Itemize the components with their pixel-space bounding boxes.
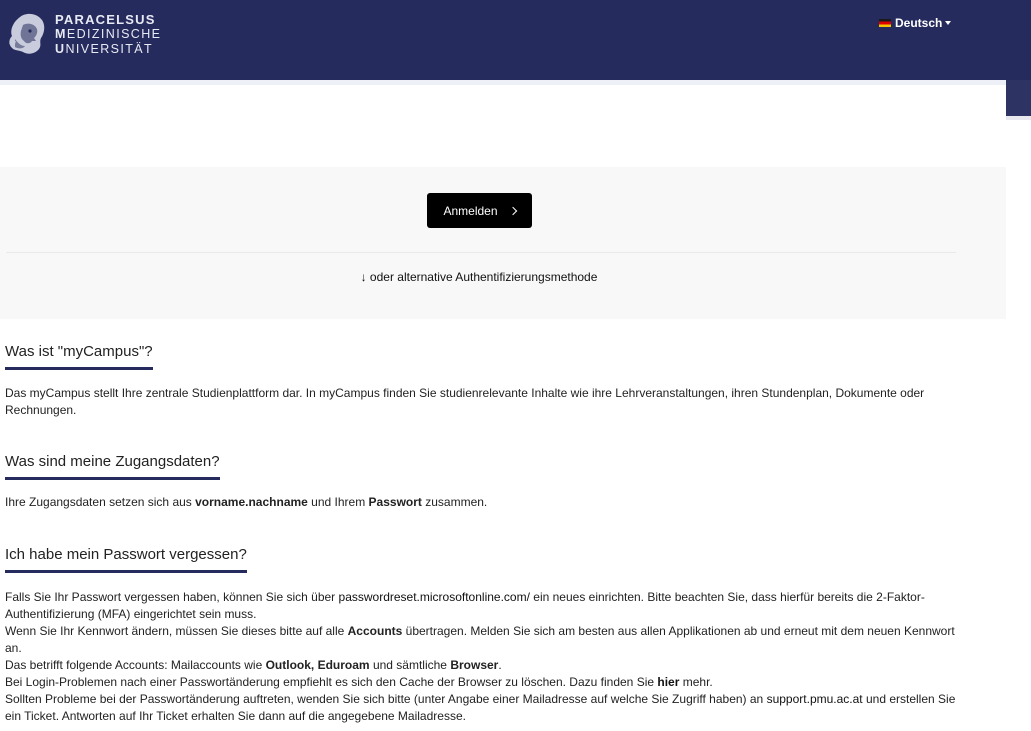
support-link[interactable]: support.pmu.ac.at	[766, 692, 863, 706]
arrow-down-icon: ↓	[360, 270, 367, 284]
logo-wordmark	[55, 12, 161, 57]
chevron-right-icon	[508, 206, 516, 214]
password-term: Passwort	[368, 495, 422, 509]
alternative-auth-link[interactable]	[0, 270, 958, 284]
paracelsus-portrait-icon	[6, 11, 48, 57]
title-underline	[5, 570, 247, 573]
login-panel	[0, 167, 1006, 319]
header-divider	[0, 80, 1006, 85]
cache-help-link[interactable]: hier	[657, 675, 680, 689]
logo-line-3: UNIVERSITÄT	[55, 42, 154, 56]
section-title: Was sind meine Zugangsdaten?	[5, 453, 220, 470]
password-reset-link[interactable]: passwordreset.microsoftonline.com/	[338, 590, 530, 604]
section-mycampus	[5, 343, 965, 419]
login-button-label: Anmelden	[443, 203, 498, 218]
language-selector[interactable]	[879, 16, 951, 30]
side-tab[interactable]	[1006, 80, 1031, 116]
flag-germany-icon	[879, 19, 891, 27]
logo-line-1: PARACELSUS	[55, 12, 156, 27]
side-tab-shadow	[1006, 116, 1031, 120]
logo-line-2: MEDIZINISCHE	[55, 27, 162, 41]
university-logo[interactable]	[6, 11, 161, 57]
section-title: Was ist "myCampus"?	[5, 343, 153, 360]
caret-down-icon	[945, 21, 951, 25]
login-button[interactable]	[427, 193, 532, 228]
section-title: Ich habe mein Passwort vergessen?	[5, 546, 247, 563]
top-navigation-bar	[0, 0, 1031, 80]
username-format: vorname.nachname	[195, 495, 308, 509]
title-underline	[5, 367, 153, 370]
section-forgot-password	[5, 546, 965, 725]
panel-divider	[6, 252, 956, 253]
alternative-auth-label: oder alternative Authentifizierungsmethode	[369, 270, 598, 284]
section-text: Falls Sie Ihr Passwort vergessen haben, können Sie sich über passwordreset.microsoftonline.com/ ein neues einrichten. Bitte beachten Sie, dass hierfür bereits die 2-Faktor-Authentifizierung (MFA) eingerichtet sein muss. Wenn Sie Ihr Kennwort ändern, müssen Sie dieses bitte auf alle Accounts übertragen. Melden Sie sich am besten aus allen Applikationen ab und erneut mit dem neuen Kennwort an. Das betrifft folgende Accounts: Mailaccounts wie Outlook, Eduroam und sämtliche Browser. Bei Login-Problemen nach einer Passwortänderung empfiehlt es sich den Cache der Browser zu löschen. Dazu finden Sie hier mehr. Sollten Probleme bei der Passwortänderung auftreten, wenden Sie sich bitte (unter Angabe einer Mailadresse auf welche Sie Zugriff haben) an support.pmu.ac.at und erstellen Sie ein Ticket. Antworten auf Ihr Ticket erhalten Sie dann auf die angegebene Mailadresse.	[5, 590, 956, 723]
language-label: Deutsch	[895, 16, 943, 30]
title-underline	[5, 477, 220, 480]
section-credentials	[5, 453, 965, 511]
section-text: Das myCampus stellt Ihre zentrale Studienplattform dar. In myCampus finden Sie studienrelevante Inhalte wie ihre Lehrveranstaltungen, ihren Stundenplan, Dokumente oder Rechnungen.	[5, 386, 925, 417]
section-text: Ihre Zugangsdaten setzen sich aus vorname.nachname und Ihrem Passwort zusammen.	[5, 495, 488, 509]
